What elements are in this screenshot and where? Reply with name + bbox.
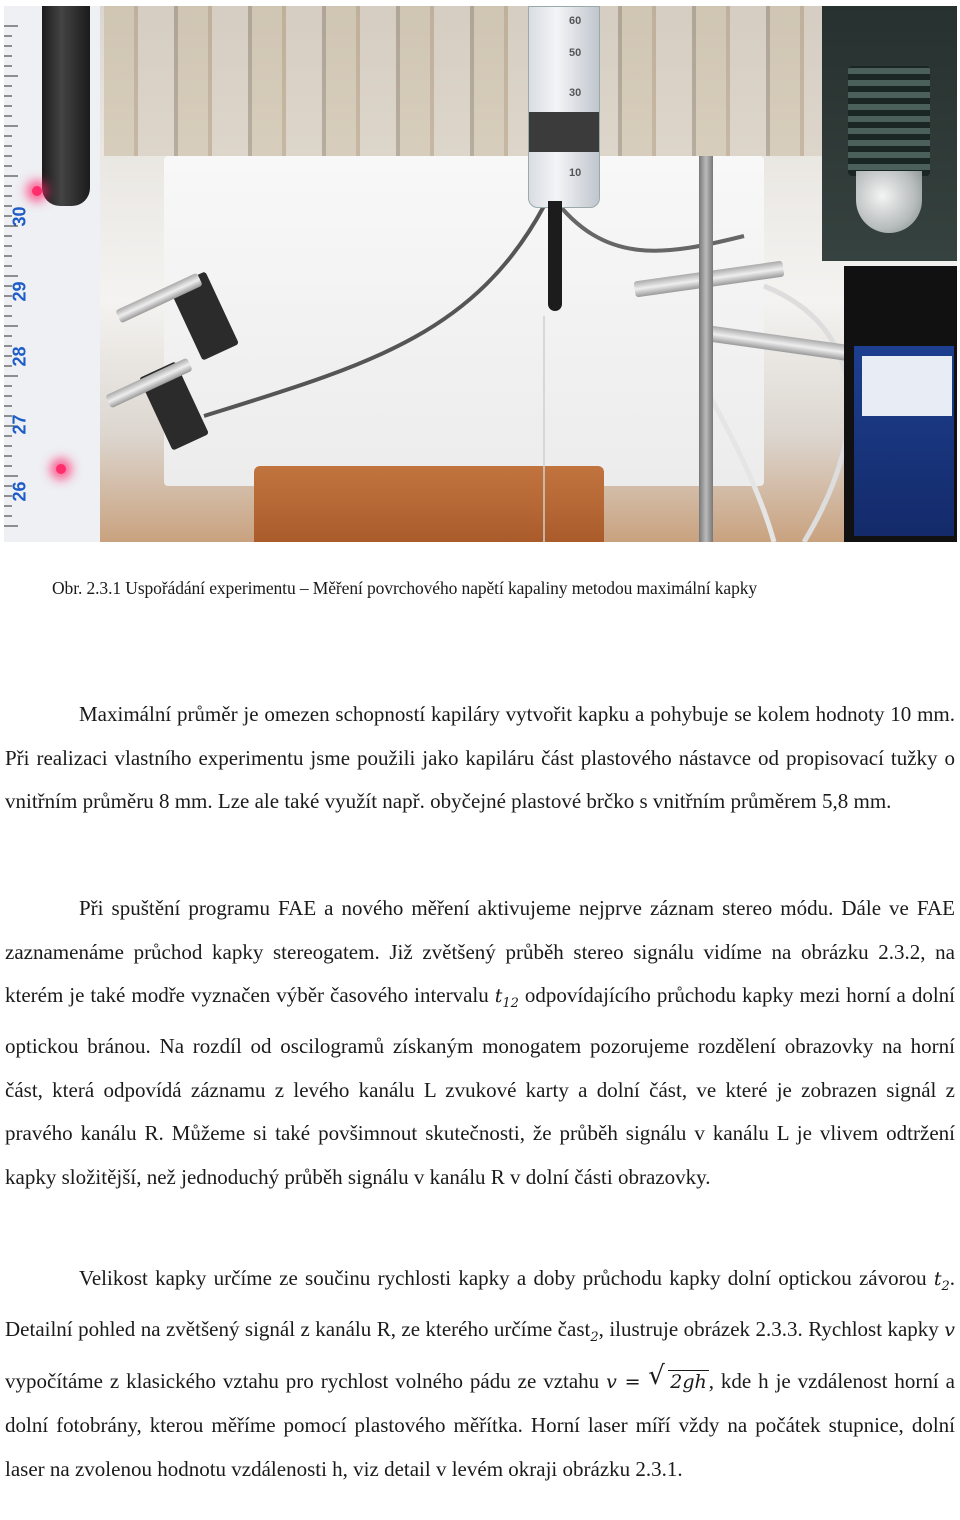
paragraph-1-text: Maximální průměr je omezen schopností kapiláry vytvořit kapku a pohybuje se kolem hodnoty 10 mm. Při realizaci vlastního experimentu jsme použili jako kapiláru část plastového nástavce od propisovací tužky o vnitřním průměru 8 mm. Lze ale také využít např. obyčejné plastové brčko s vnitřním průměrem 5,8 mm. [5,702,955,813]
software-window [862,356,952,416]
lab-stand-rod [699,156,713,542]
water-drop [856,171,922,233]
paragraph-2-text-a: Při spuštění programu FAE a nového měření aktivujeme nejprve záznam stereo módu. Dále ve FAE zaznamenáme průchod kapky stereogatem. Již zvětšený průběh stereo signálu vidíme na obrázku 2.3.2, na kterém je také modře vyznačen výběr časového intervalu [5,896,955,1007]
paragraph-2 [5,887,955,1199]
caption-title: Měření povrchového napětí kapaliny metodou maximální kapky [312,578,758,598]
symbol-t12: $t_{12}$ [494,985,519,1011]
paragraph-3-text-c: , ilustruje obrázek 2.3.3. Rychlost kapky [598,1317,945,1342]
paragraph-1 [5,693,955,824]
monitor-screen [854,346,954,536]
ruler-number: 30 [9,206,30,227]
paragraph-3-text-e: , kde h je vzdálenost horní a dolní fotobrány, kterou měříme pomocí plastového měřítka. Horní laser míří vždy na počátek stupnice, dolní laser na zvolenou hodnotu vzdálenosti h, viz detail v levém okraji obrázku 2.3.1. [5,1368,955,1481]
syringe-number: 50 [569,47,582,59]
symbol-t2: $t_2$ [933,1268,950,1294]
equation-lhs: v = [606,1370,641,1393]
syringe-number: 10 [569,167,582,179]
ruler-number: 28 [9,346,30,367]
pen-capillary [42,6,90,206]
caption-dash: – [295,578,313,598]
syringe-holder [529,112,599,152]
syringe-number: 60 [569,15,582,27]
capillary-tip [548,201,562,311]
syringe [528,6,600,208]
paragraph-3-text-a: Velikost kapky určíme ze součinu rychlosti kapky a doby průchodu kapky dolní optickou závorou [79,1266,934,1290]
equation [606,1360,709,1393]
paragraph-3-text-b: . Detailní pohled na zvětšený signál z kanálu R, ze kterého určíme čast [5,1266,955,1342]
upper-laser-dot [32,186,42,196]
ruler-number: 26 [9,481,30,502]
lower-laser-dot [56,464,66,474]
paragraph-3 [5,1257,955,1491]
paragraph-3-text-d: vypočítáme z klasického vztahu pro rychlost volného pádu ze vztahu [5,1368,607,1393]
paragraph-2-text-b: odpovídajícího průchodu kapky mezi horní a dolní optickou bránou. Na rozdíl od oscilogramů získaným monogatem pozorujeme rozdělení obrazovky na horní část, která odpovídá záznamu z levého kanálu L zvukové karty a dolní část, ve které je zobrazen signál z pravého kanálu R. Můžeme si také povšimnout skutečnosti, že průběh signálu v kanálu L je vlivem odtržení kapky složitější, než jednoduchý průběh signálu v kanálu R v dolní části obrazovky. [5,983,955,1189]
symbol-t2-sub: 2 [590,1330,599,1346]
radical-sign: √ [648,1360,665,1391]
experiment-photo [4,6,957,542]
square-root [648,1361,709,1405]
caption-prefix: Obr. 2.3.1 Uspořádání experimentu [52,578,296,598]
radicand: 2gh [670,1370,707,1393]
drop-detail-inset [822,6,957,261]
ruler-number: 27 [9,414,30,435]
cables [4,6,957,542]
figure-caption [52,578,757,599]
computer-monitor [844,266,957,542]
capillary-thread [848,66,930,176]
symbol-v: v [944,1319,955,1342]
syringe-number: 30 [569,87,582,99]
ruler-number: 29 [9,281,30,302]
